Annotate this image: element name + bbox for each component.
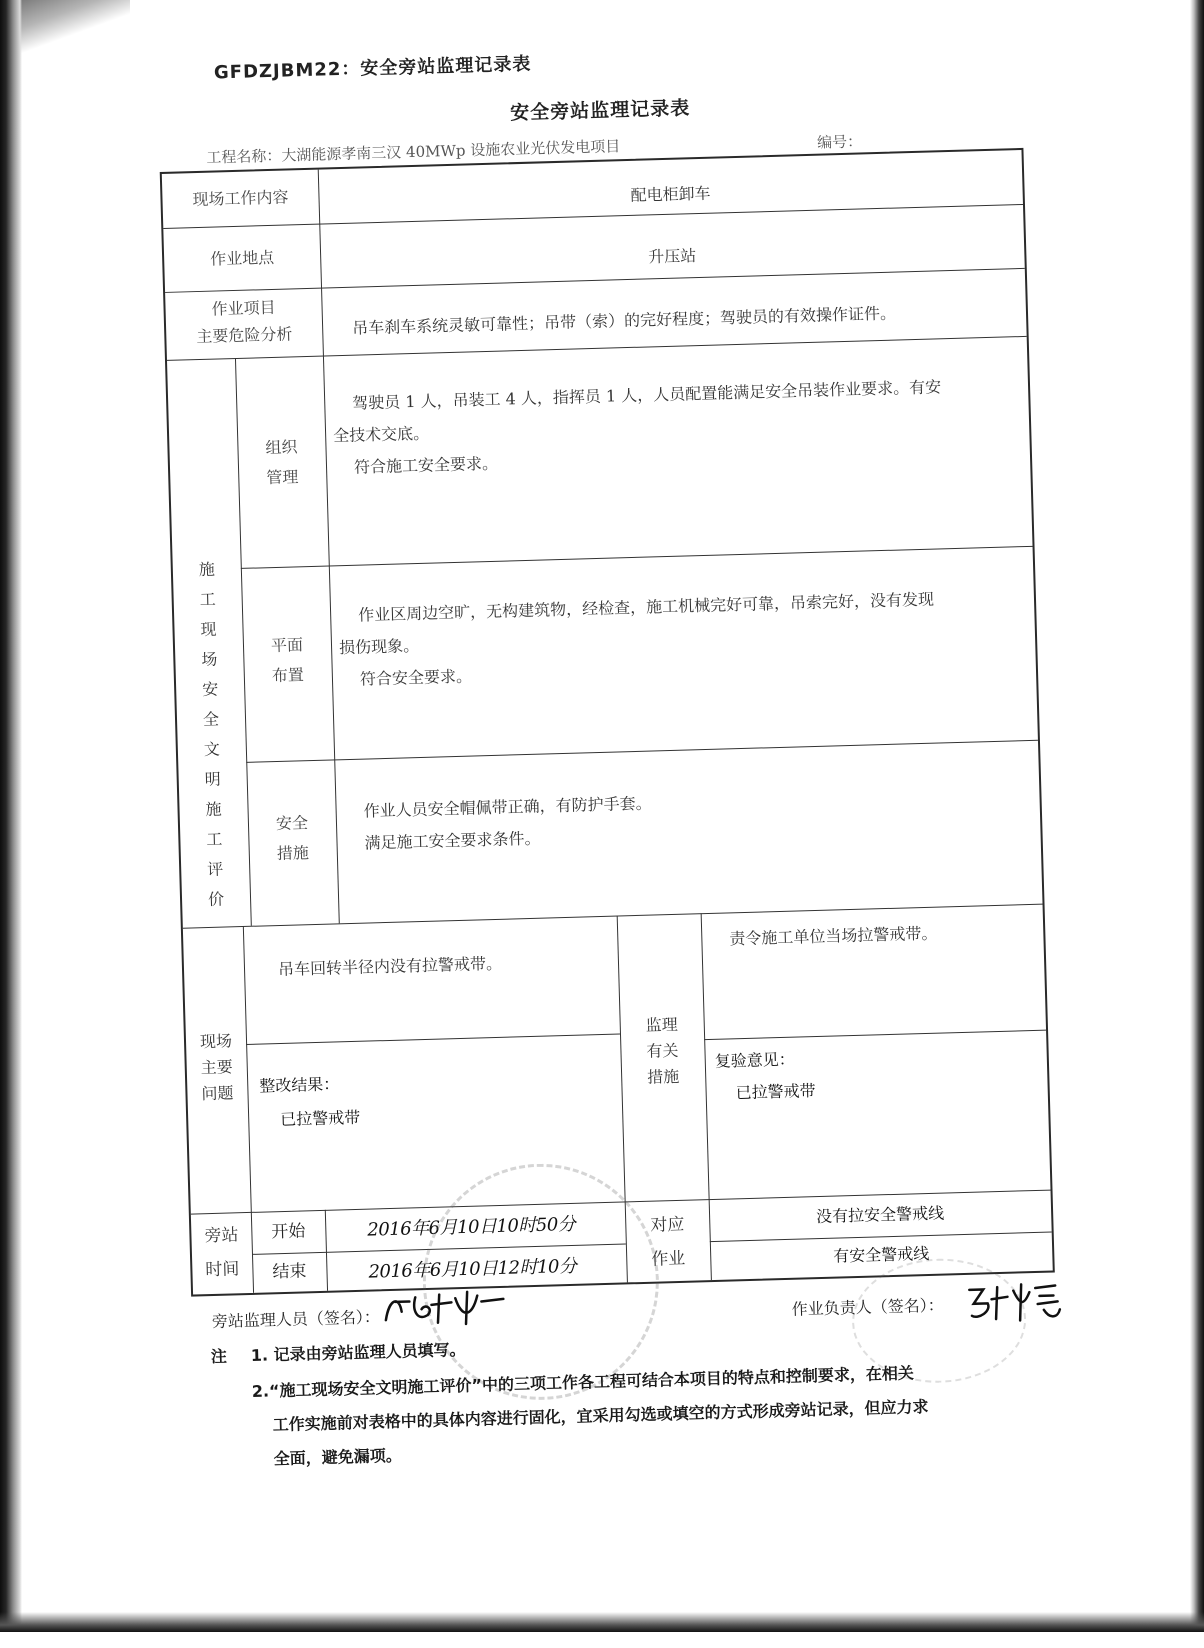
layout-text-line2: 损伤现象。	[338, 635, 420, 658]
note-2-line2: 工作实施前对表格中的具体内容进行固化，宜采用勾选或填空的方式形成旁站记录，但应力求	[272, 1397, 929, 1435]
hazard-value: 吊车刹车系统灵敏可靠性；吊带（索）的完好程度；驾驶员的有效操作证件。	[351, 303, 897, 338]
start-time-value: 2016年6月10日10时50分	[367, 1213, 576, 1241]
row-divider	[246, 740, 1038, 763]
label-char: 明	[204, 769, 221, 790]
corresponding-work-line1: 没有拉安全警戒线	[815, 1203, 945, 1227]
label-char: 施	[198, 559, 216, 580]
supervisor-signature	[381, 1287, 512, 1331]
note-2-line1: 2.“施工现场安全文明施工评价”中的三项工作各工程可结合本项目的特点和控制要求，在相关	[251, 1363, 915, 1401]
layout-text-line1: 作业区周边空旷，无构建筑物，经检查，施工机械完好可靠，吊索完好，没有发现	[357, 589, 935, 625]
rectification-value: 已拉警戒带	[279, 1107, 361, 1130]
end-time-value: 2016年6月10日12时10分	[368, 1255, 577, 1283]
measures-label-line2: 措施	[276, 843, 310, 864]
notes-prefix: 注	[210, 1346, 228, 1367]
rectification-label: 整改结果：	[259, 1074, 340, 1096]
location-label: 作业地点	[209, 247, 275, 269]
evaluation-section-label	[172, 554, 250, 916]
seal-impression	[420, 1161, 662, 1403]
label-char: 施	[205, 799, 222, 820]
label-char: 有关	[646, 1040, 679, 1061]
label-char: 对应	[650, 1214, 685, 1236]
label-char: 问题	[201, 1083, 234, 1104]
corresponding-work-line2: 有安全警戒线	[832, 1243, 930, 1266]
label-char: 评	[206, 859, 224, 879]
row-divider	[704, 1030, 1046, 1041]
label-char: 价	[207, 889, 225, 909]
label-char: 安	[201, 679, 219, 700]
serial-number-label: 编号：	[816, 132, 863, 152]
organization-label-line1: 组织	[265, 437, 298, 458]
work-content-value: 配电柜卸车	[630, 183, 711, 205]
organization-label-line2: 管理	[266, 467, 299, 488]
layout-label-line1: 平面	[270, 635, 304, 656]
label-char: 现	[200, 619, 217, 640]
label-char: 时间	[205, 1259, 240, 1281]
label-char: 文	[203, 739, 221, 760]
hazard-label-line1: 作业项目	[211, 297, 276, 319]
measures-label-line1: 安全	[275, 813, 309, 834]
hazard-label-line2: 主要危险分析	[196, 324, 293, 347]
note-2-line3: 全面，避免漏项。	[273, 1445, 402, 1469]
end-time-label: 结束	[272, 1261, 307, 1283]
label-char: 工	[199, 589, 216, 610]
label-char: 工	[206, 829, 223, 849]
supervision-measure-text: 责令施工单位当场拉警戒带。	[729, 923, 938, 949]
work-content-label: 现场工作内容	[192, 187, 289, 210]
label-char: 措施	[646, 1066, 680, 1087]
start-time-label: 开始	[271, 1221, 306, 1243]
manager-signature-label: 作业负责人（签名）：	[791, 1295, 944, 1319]
layout-text-line3: 符合安全要求。	[359, 666, 473, 689]
document-title: 安全旁站监理记录表	[509, 97, 691, 125]
review-label: 复验意见：	[714, 1049, 796, 1071]
label-char: 作业	[651, 1248, 686, 1270]
label-char: 主要	[200, 1057, 234, 1078]
row-divider	[246, 1034, 620, 1045]
label-char: 旁站	[204, 1225, 239, 1247]
organization-text-line1: 驾驶员 1 人，吊装工 4 人，指挥员 1 人，人员配置能满足安全吊装作业要求。有安	[352, 377, 942, 413]
supervisor-signature-label: 旁站监理人员（签名）：	[211, 1307, 381, 1332]
measures-text-line1: 作业人员安全帽佩带正确，有防护手套。	[363, 793, 652, 821]
review-value: 已拉警戒带	[735, 1081, 816, 1103]
row-divider	[241, 546, 1033, 569]
location-value: 升压站	[648, 246, 697, 267]
attendance-time-label	[191, 1218, 253, 1288]
organization-text-line3: 符合施工安全要求。	[353, 453, 499, 477]
supervision-measures-label	[619, 1011, 705, 1091]
organization-text-line2: 全技术交底。	[332, 423, 430, 446]
label-char: 全	[202, 709, 220, 730]
measures-text-line2: 满足施工安全要求条件。	[364, 828, 541, 853]
note-1: 1. 记录由旁站监理人员填写。	[250, 1339, 466, 1365]
manager-signature	[963, 1279, 1064, 1326]
supervision-record-table	[160, 148, 1055, 1297]
document-code: GFDZJBM22：安全旁站监理记录表	[213, 53, 532, 84]
problem-issue-text: 吊车回转半径内没有拉警戒带。	[277, 953, 503, 980]
label-char: 监理	[645, 1014, 679, 1035]
label-char: 场	[201, 649, 218, 670]
layout-label-line2: 布置	[271, 665, 305, 686]
label-char: 现场	[199, 1031, 233, 1052]
row-divider	[165, 268, 1025, 293]
project-name-line: 工程名称：大湖能源孝南三汉 40MWp 设施农业光伏发电项目	[206, 137, 621, 167]
problems-section-label	[186, 1028, 248, 1108]
